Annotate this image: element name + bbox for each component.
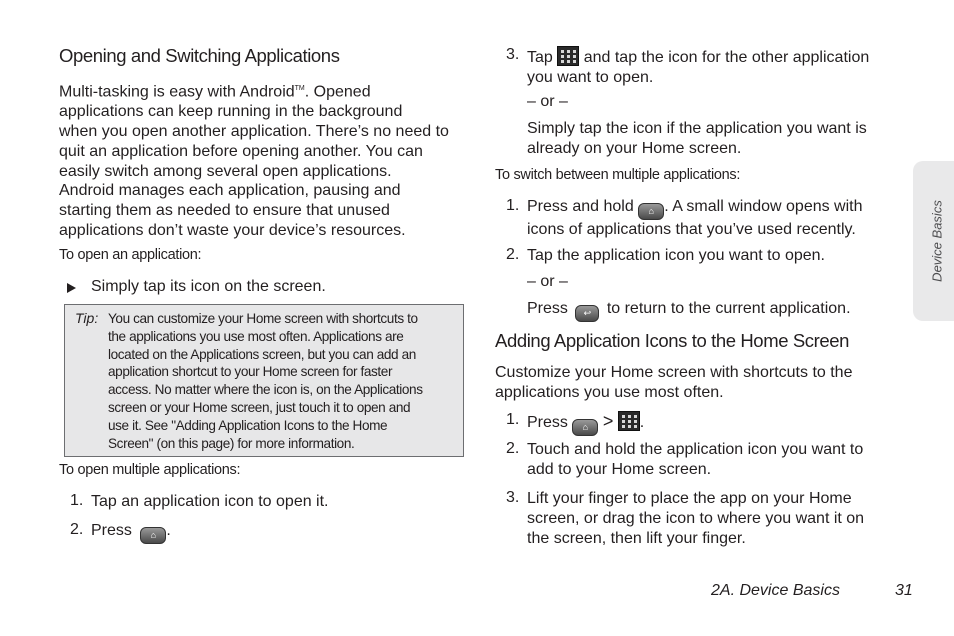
adding-intro-line: applications you use most often. xyxy=(495,383,724,401)
tip-box xyxy=(64,304,464,457)
add-step-2-line: add to your Home screen. xyxy=(527,460,712,478)
trademark: TM xyxy=(294,85,305,92)
intro-line: quit an application before opening another. You can xyxy=(59,142,423,160)
intro-line: applications don’t waste your device’s resources. xyxy=(59,221,406,239)
tip-label: Tip: xyxy=(75,310,99,326)
home-key-icon: ⌂ xyxy=(638,203,664,220)
step-number: 3. xyxy=(506,46,520,63)
step-text: Press xyxy=(91,522,132,539)
home-key-icon: ⌂ xyxy=(572,419,598,436)
tip-line: located on the Applications screen, but you can add an xyxy=(108,346,416,362)
step-3-line2: you want to open. xyxy=(527,68,654,86)
simply-tap-line: already on your Home screen. xyxy=(527,139,742,157)
or-separator: – or – xyxy=(527,93,568,110)
step-number: 1. xyxy=(70,492,84,509)
add-step-1-sep: > xyxy=(602,411,614,431)
open-multiple-heading: To open multiple applications: xyxy=(59,462,241,478)
add-step-3-line: screen, or drag the icon to where you want it on xyxy=(527,509,865,527)
adding-intro-line: Customize your Home screen with shortcuts to the xyxy=(495,364,853,381)
intro-line: applications can keep running in the background xyxy=(59,103,403,121)
add-step-1-post: . xyxy=(639,414,645,431)
step-suffix: . xyxy=(166,522,171,539)
tip-line: access. No matter where the icon is, on the Applications xyxy=(108,382,423,398)
applications-grid-icon xyxy=(557,46,579,66)
or-separator: – or – xyxy=(527,273,568,290)
section-title-adding: Adding Application Icons to the Home Screen xyxy=(495,330,850,351)
section-title-opening: Opening and Switching Applications xyxy=(59,45,340,66)
tip-text xyxy=(108,310,453,452)
intro-paragraph xyxy=(59,79,469,241)
add-step-3-line: the screen, then lift your finger. xyxy=(527,529,746,547)
switch-step-1-line2: icons of applications that you’ve used recently. xyxy=(527,221,856,238)
add-step-1-pre: Press xyxy=(527,414,568,431)
tip-line: screen or your Home screen, just touch it to open and xyxy=(108,399,411,415)
tip-line: use it. See "Adding Application Icons to the Home xyxy=(108,417,388,433)
step-3-post: and tap the icon for the other application xyxy=(583,49,870,66)
adding-intro xyxy=(495,363,852,403)
bullet-text: Simply tap its icon on the screen. xyxy=(91,278,326,295)
switch-step-2: Tap the application icon you want to open. xyxy=(527,247,825,264)
press-back-pre: Press xyxy=(527,300,568,317)
intro-line-1a: Multi-tasking is easy with Android xyxy=(59,83,295,101)
press-back-post: to return to the current application. xyxy=(606,300,851,317)
tip-line: the applications you use most often. Applications are xyxy=(108,328,404,344)
step-number: 1. xyxy=(506,411,520,428)
simply-tap-paragraph xyxy=(527,119,867,159)
step-3-text xyxy=(527,46,917,88)
step-text: Tap an application icon to open it. xyxy=(91,493,329,510)
step-3-pre: Tap xyxy=(527,49,553,66)
switch-step-1-pre: Press and hold xyxy=(527,198,634,215)
applications-grid-icon xyxy=(618,411,640,431)
add-step-2-line: Touch and hold the application icon you want to xyxy=(527,441,864,458)
tip-line: Screen" (on this page) for more information. xyxy=(108,435,355,451)
step-number: 1. xyxy=(506,197,520,214)
switch-step-1 xyxy=(527,197,917,240)
step-number: 2. xyxy=(506,440,520,457)
tip-line: application shortcut to your Home screen for faster xyxy=(108,364,393,380)
side-tab-label: Device Basics xyxy=(929,200,945,282)
step-number: 2. xyxy=(506,246,520,263)
intro-line: Android manages each application, pausing and xyxy=(59,182,401,200)
intro-line: starting them as needed to ensure that unused xyxy=(59,202,390,220)
home-key-icon: ⌂ xyxy=(140,527,166,544)
footer-section: 2A. Device Basics xyxy=(711,582,840,599)
step-number: 2. xyxy=(70,521,84,538)
step-press xyxy=(91,521,171,544)
triangle-bullet-icon xyxy=(67,283,76,293)
page-number: 31 xyxy=(895,582,913,599)
intro-line-1b: . Opened xyxy=(304,83,371,101)
add-step-2 xyxy=(527,440,863,480)
switch-heading: To switch between multiple applications: xyxy=(495,167,741,183)
step-number: 3. xyxy=(506,489,520,506)
back-key-icon: ↩ xyxy=(575,305,599,322)
open-app-heading: To open an application: xyxy=(59,247,202,263)
add-step-3-line: Lift your finger to place the app on your Home xyxy=(527,490,852,507)
switch-step-1-post: . A small window opens with xyxy=(664,198,863,215)
intro-line: easily switch among several open applications. xyxy=(59,162,392,180)
simply-tap-line: Simply tap the icon if the application you want is xyxy=(527,120,867,137)
add-step-1 xyxy=(527,411,644,436)
tip-line: You can customize your Home screen with shortcuts to xyxy=(108,311,418,326)
intro-line: when you open another application. There’s no need to xyxy=(59,122,449,140)
press-back-line xyxy=(527,299,851,322)
add-step-3 xyxy=(527,489,864,548)
